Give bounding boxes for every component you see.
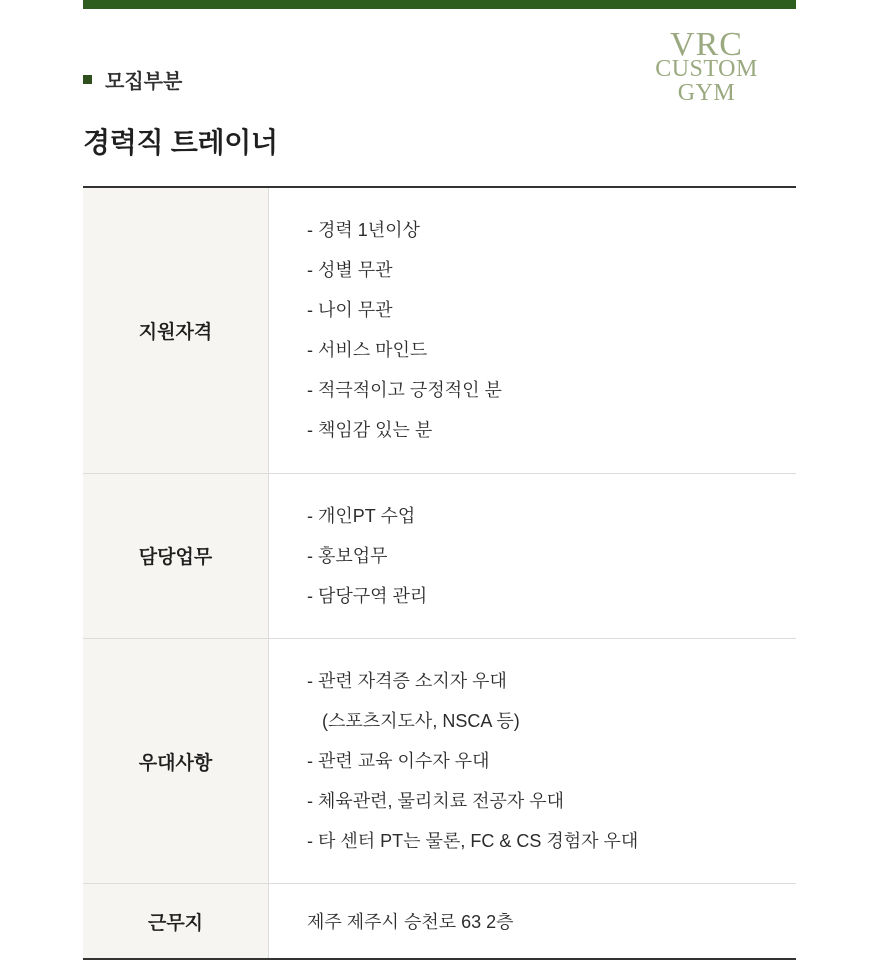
brand-logo-line3: GYM: [677, 80, 736, 107]
location-value: 제주 제주시 승천로 63 2층: [307, 912, 514, 933]
page-title: 경력직 트레이너: [83, 127, 278, 158]
section-kicker-label: 모집부분: [105, 70, 183, 93]
row-label-qualification: 지원자격: [83, 187, 269, 473]
table-row: [83, 638, 796, 883]
poster-content: [83, 64, 796, 960]
brand-logo-line1: VRC: [670, 26, 743, 63]
table-row: [83, 884, 796, 960]
qualification-list: [307, 210, 796, 451]
list-item: - 관련 교육 이수자 우대: [307, 751, 490, 772]
table-row: [83, 187, 796, 473]
row-content-qualification: [269, 187, 797, 473]
section-kicker: [83, 64, 796, 94]
recruitment-table: [83, 186, 796, 960]
list-item: - 서비스 마인드: [307, 340, 428, 361]
list-item: - 개인PT 수업: [307, 505, 416, 526]
list-item: - 나이 무관: [307, 300, 393, 321]
bullet-square-icon: [83, 75, 92, 84]
row-content-location: [269, 884, 797, 960]
list-item: - 책임감 있는 분: [307, 420, 433, 441]
list-item: - 관련 자격증 소지자 우대: [307, 670, 507, 691]
list-item: - 체육관련, 물리치료 전공자 우대: [307, 791, 565, 812]
preferred-list: [307, 661, 796, 861]
list-item: (스포츠지도사, NSCA 등): [307, 710, 520, 731]
row-content-preferred: [269, 638, 797, 883]
list-item: - 홍보업무: [307, 545, 388, 566]
list-item: - 경력 1년이상: [307, 220, 420, 240]
brand-logo-line2: CUSTOM: [655, 55, 758, 82]
duties-list: [307, 496, 796, 616]
row-label-location: 근무지: [83, 884, 269, 960]
list-item: - 담당구역 관리: [307, 585, 428, 606]
list-item: - 타 센터 PT는 물론, FC & CS 경험자 우대: [307, 831, 639, 852]
top-accent-bar: [83, 0, 796, 9]
list-item: - 적극적이고 긍정적인 분: [307, 380, 502, 401]
row-content-duties: [269, 473, 797, 638]
row-label-duties: 담당업무: [83, 473, 269, 638]
table-row: [83, 473, 796, 638]
list-item: - 성별 무관: [307, 260, 393, 281]
row-label-preferred: 우대사항: [83, 638, 269, 883]
